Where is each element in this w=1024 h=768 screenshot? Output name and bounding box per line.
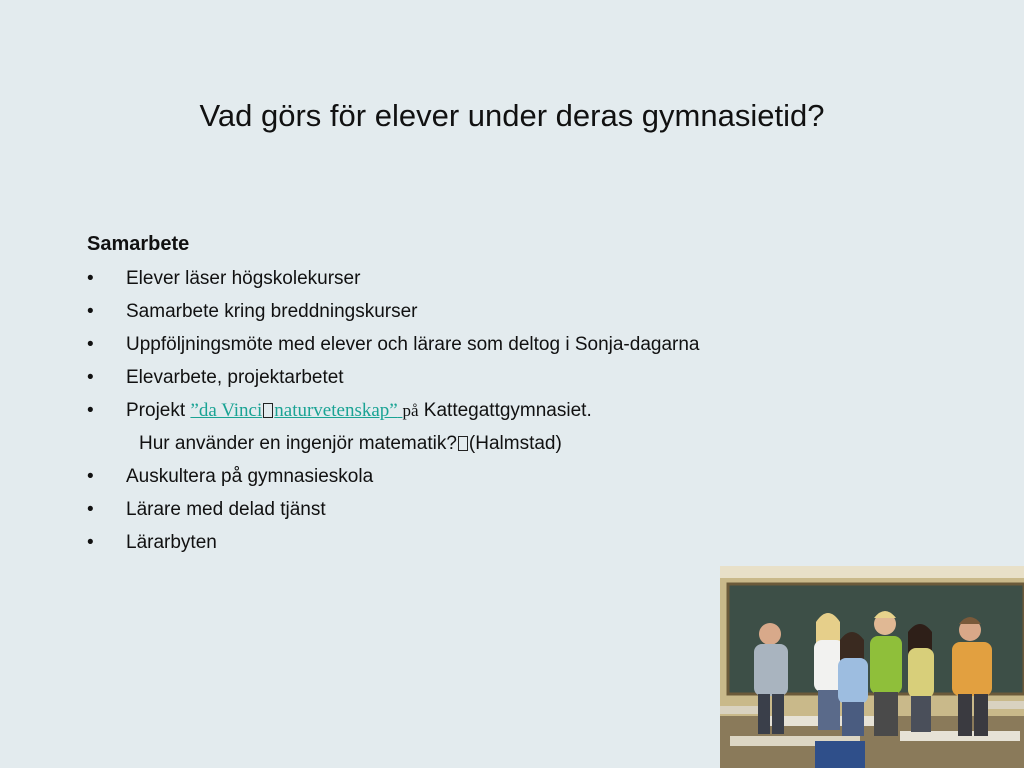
project-link[interactable]: ”da Vinci naturvetenskap”: [190, 400, 398, 421]
list-item: • Auskultera på gymnasieskola: [87, 460, 987, 493]
missing-glyph-icon: [263, 403, 273, 418]
bullet-dot: •: [87, 400, 94, 421]
group-of-students-photo: [720, 566, 1024, 768]
bullet-dot: •: [87, 499, 94, 520]
bullet-dot: •: [87, 367, 94, 388]
list-item: • Lärarbyten: [87, 526, 987, 559]
project-middle: på: [402, 401, 419, 420]
bullet-dot: •: [87, 334, 94, 355]
slide-content: [87, 229, 987, 559]
list-item: • Elever läser högskolekurser: [87, 262, 987, 295]
list-item: • Samarbete kring breddningskurser: [87, 295, 987, 328]
project-prefix: Projekt: [126, 400, 191, 421]
missing-glyph-icon: [458, 436, 468, 451]
bullet-dot: •: [87, 301, 94, 322]
students-illustration: [720, 566, 1024, 768]
list-item: • Lärare med delad tjänst: [87, 493, 987, 526]
bullet-dot: •: [87, 466, 94, 487]
list-item: • Elevarbete, projektarbetet: [87, 361, 987, 394]
slide-title: Vad görs för elever under deras gymnasietid?: [199, 98, 825, 133]
bullet-dot: •: [87, 532, 94, 553]
list-item: • Uppföljningsmöte med elever och lärare som deltog i Sonja-dagarna: [87, 328, 987, 361]
project-suffix: Kattegattgymnasiet.: [418, 400, 592, 421]
bullet-list: [87, 262, 987, 559]
list-item-project: [87, 394, 987, 427]
list-item-subline: Hur använder en ingenjör matematik? (Halmstad): [139, 433, 562, 454]
bullet-dot: •: [87, 268, 94, 289]
section-heading: Samarbete: [87, 233, 190, 255]
